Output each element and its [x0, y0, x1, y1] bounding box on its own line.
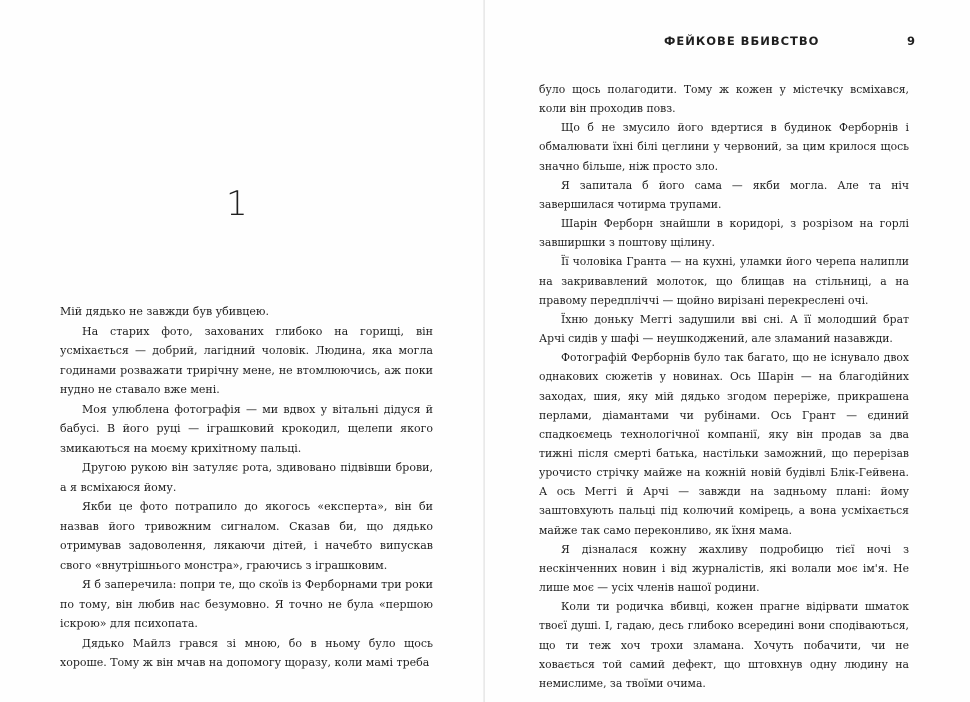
chapter-number: 1: [226, 184, 248, 224]
paragraph: Фотографій Ферборнів було так багато, що не існувало двох однакових сюжетів у новинах. Ось Шарін — на благодійних заходах, шия, яку мій дядько згодом переріже, прикрашена перлами, діамантами чи рубінами. Ось Грант — єдиний спадкоємець технологічної компанії, яку він продав за два тижні після смерті батька, настільки заможний, що перерізав урочисто стрічку майже на кожній новій будівлі Блік-Гейвена. А ось Меггі й Арчі — завжди на задньому плані: йому заштовхують пальці під колючий комірець, а вона усміхається майже так само переконливо, як їхня мама.: [539, 351, 909, 537]
right-page-text: [539, 80, 909, 693]
paragraph: Дядько Майлз грався зі мною, бо в ньому було щось хороше. Тому ж він мчав на допомогу щоразу, коли мамі треба: [60, 636, 433, 669]
paragraph: Я запитала б його сама — якби могла. Але та ніч завершилася чотирма трупами.: [539, 178, 909, 211]
paragraph: Її чоловіка Гранта — на кухні, уламки його черепа налипли на закривавлений молоток, що блищав на стільниці, а на правому передпліччі — щойно вирізані перекреслені очі.: [539, 255, 909, 307]
paragraph: Коли ти родичка вбивці, кожен прагне відірвати шматок твоєї душі. І, гадаю, десь глибоко всередині вони сподіваються, що ти теж хоч трохи зламана. Хочуть побачити, чи не ховається той самий дефект, що штовхнув одну людину на немислиме, за твоїми очима.: [539, 600, 909, 690]
paragraph: На старих фото, захованих глибоко на горищі, він усміхається — добрий, лагідний чоловік. Людина, яка могла годинами розважати трирічну мене, не втомлюючись, аж поки нудно не ставало вже мені.: [60, 324, 433, 396]
paragraph: Мій дядько не завжди був убивцею.: [60, 305, 269, 318]
paragraph: Моя улюблена фотографія — ми вдвох у вітальні дідуся й бабусі. В його руці — іграшковий крокодил, щелепи якого змикаються на моєму крихітному пальці.: [60, 402, 433, 455]
page-number: 9: [906, 34, 916, 48]
paragraph: Що б не змусило його вдертися в будинок Ферборнів і обмалювати їхні білі цеглини у червоний, за цим крилося щось значно більше, ніж просто зло.: [539, 121, 909, 173]
paragraph: було щось полагодити. Тому ж кожен у містечку всміхався, коли він проходив повз.: [539, 83, 909, 116]
paragraph: Я дізналася кожну жахливу подробицю тієї ночі з нескінченних новин і від журналістів, які волали моє ім'я. Не лише моє — усіх членів нашої родини.: [539, 542, 909, 595]
paragraph: Якби це фото потрапило до якогось «експерта», він би назвав його тривожним сигналом. Сказав би, що дядько отримував задоволення, лякаючи дітей, і начебто випускав свого «внутрішнього монстра», граючись з іграшковим.: [60, 500, 433, 572]
paragraph: Я б заперечила: попри те, що скоїв із Ферборнами три роки по тому, він любив нас безумовно. Я точно не була «першою іскрою» для психопата.: [60, 578, 433, 630]
paragraph: Їхню доньку Меггі задушили вві сні. А її молодший брат Арчі сидів у шафі — неушкоджений, але зламаний назавжди.: [539, 312, 909, 346]
paragraph: Другою рукою він затуляє рота, здивовано підвівши брови, а я всміхаюся йому.: [60, 461, 433, 494]
left-page-text: [60, 302, 433, 673]
paragraph: Шарін Ферборн знайшли в коридорі, з розрізом на горлі завширшки з поштову щілину.: [539, 217, 909, 250]
running-title: ФЕЙКОВЕ ВБИВСТВО: [664, 34, 820, 48]
